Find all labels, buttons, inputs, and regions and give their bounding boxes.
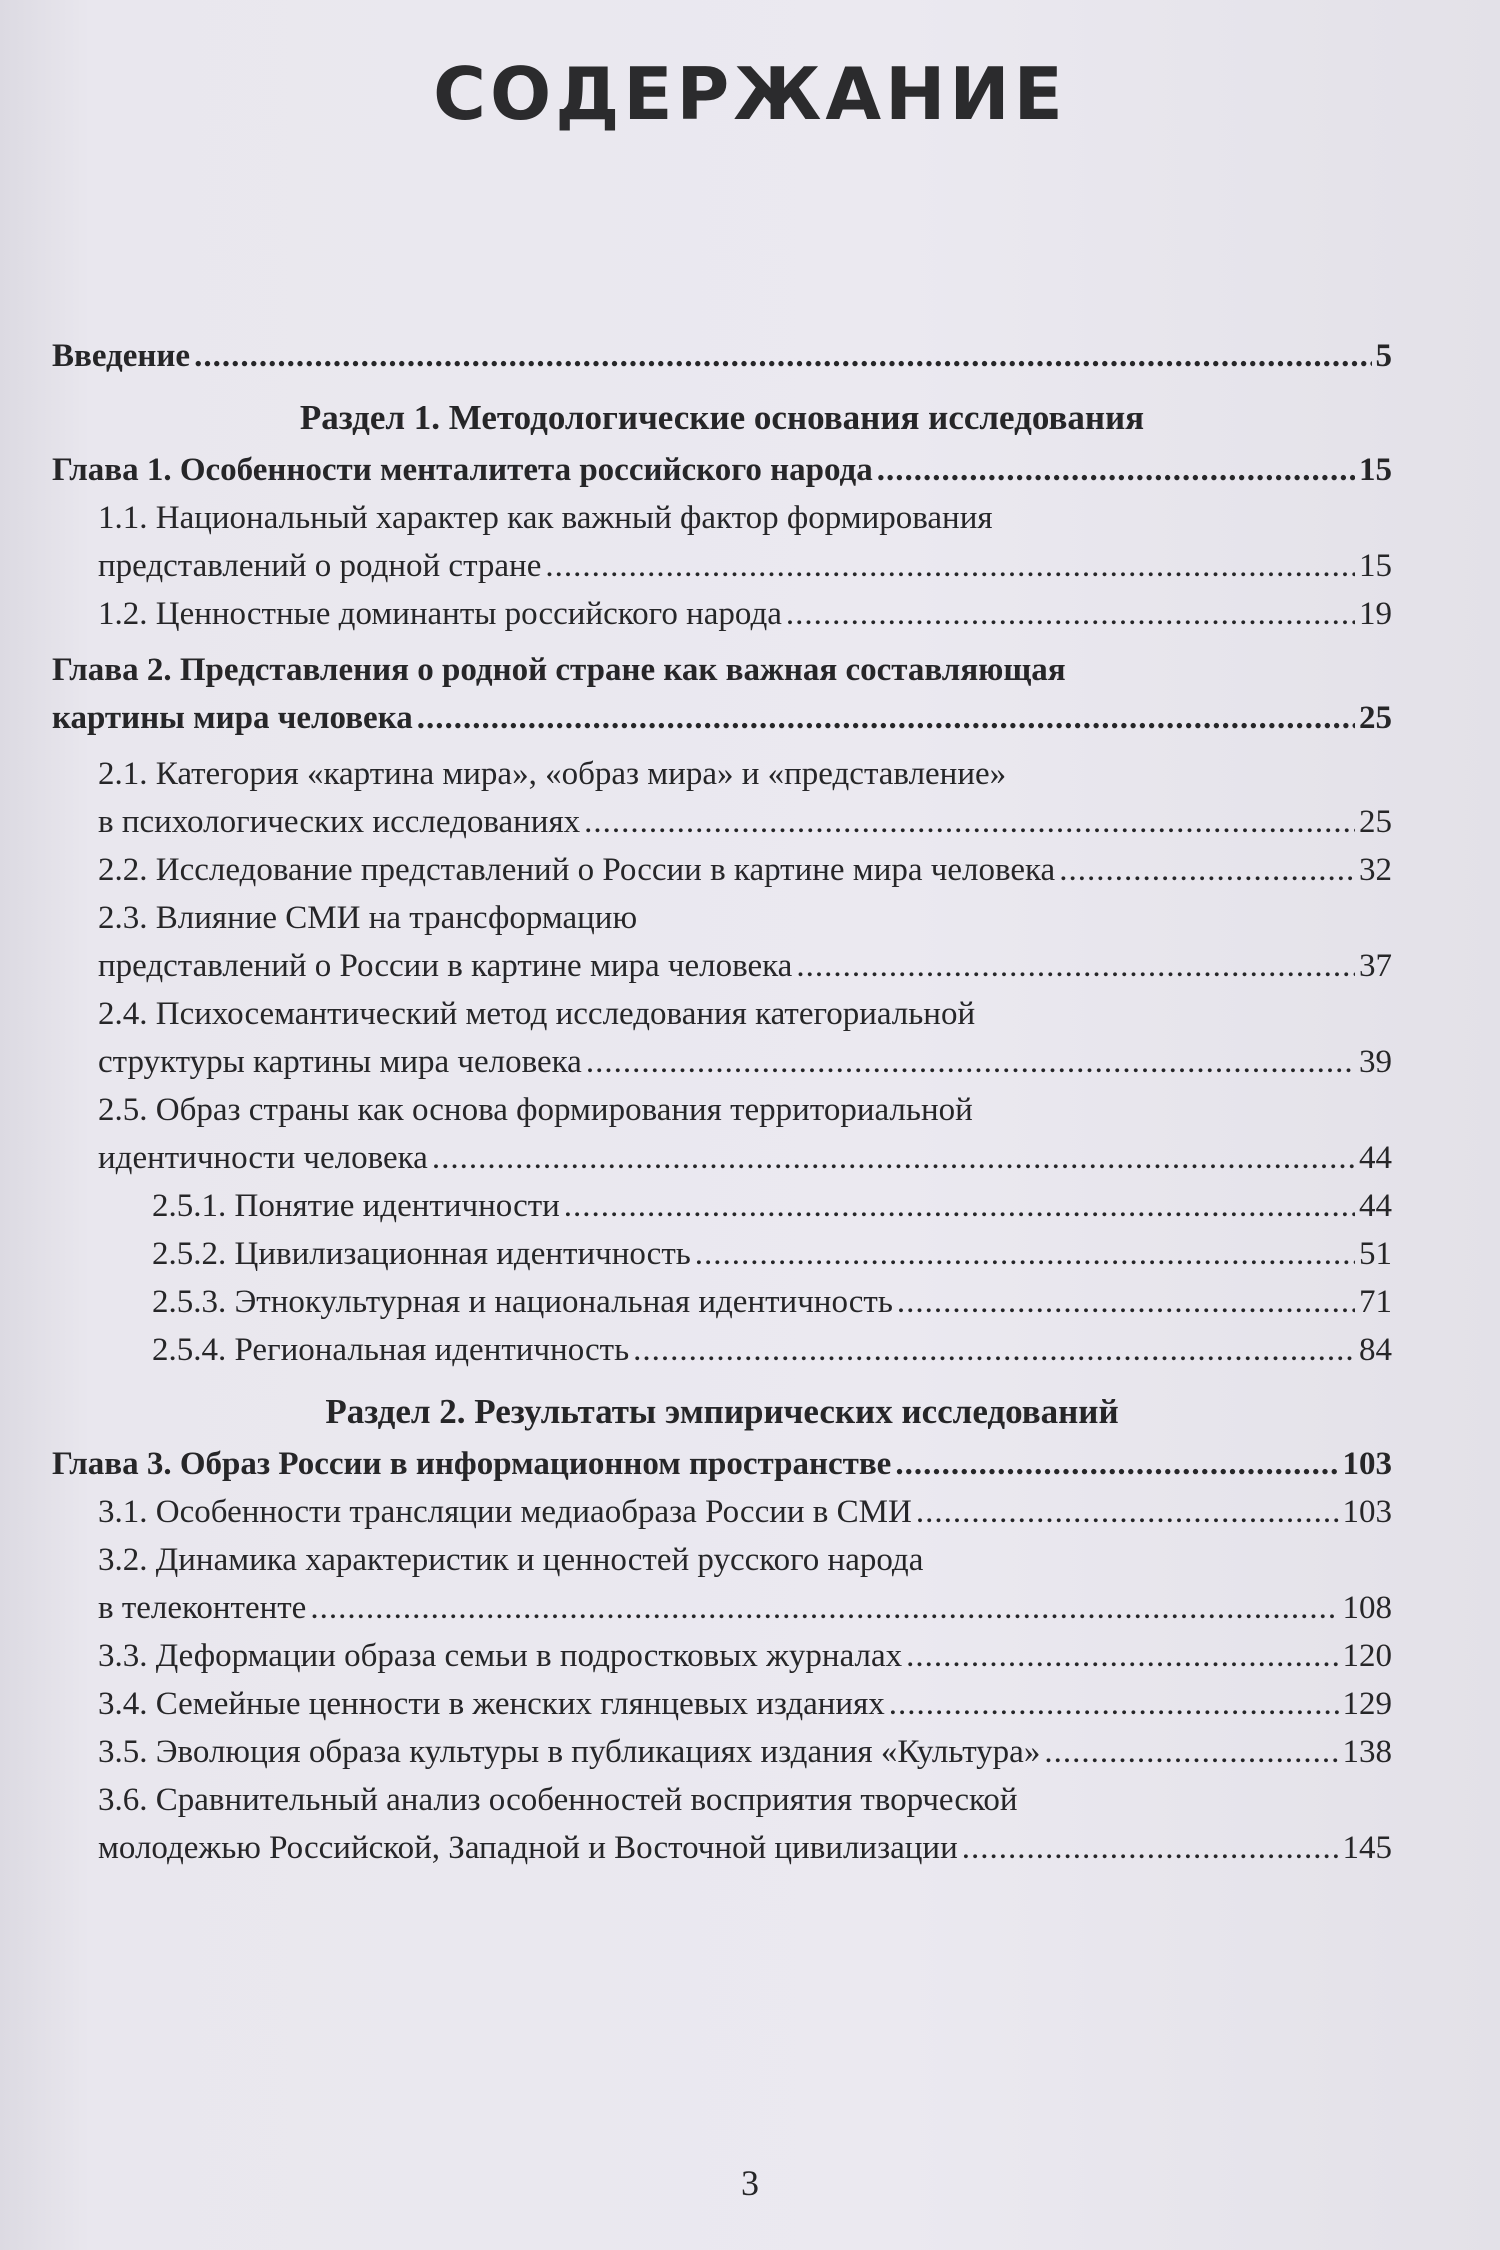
toc-page-number: 15: [1359, 548, 1392, 584]
toc-entry-title-cont: идентичности человека: [98, 1140, 428, 1176]
toc-entry-title-cont: молодежью Российской, Западной и Восточной цивилизации: [98, 1830, 958, 1866]
toc-page-number: 25: [1359, 700, 1392, 736]
toc-entry-title: 3.1. Особенности трансляции медиаобраза России в СМИ: [98, 1494, 912, 1530]
toc-entry-2-5-1[interactable]: [52, 1182, 1392, 1230]
dot-leader: [564, 1182, 1355, 1230]
toc-entry-1-1[interactable]: [52, 494, 1392, 590]
toc-entry-title: 3.6. Сравнительный анализ особенностей восприятия творческой: [98, 1782, 1018, 1818]
toc-entry-3-4[interactable]: [52, 1680, 1392, 1728]
toc-entry-title-cont: представлений о России в картине мира человека: [98, 948, 793, 984]
toc-entry-title: Глава 3. Образ России в информационном пространстве: [52, 1446, 892, 1482]
dot-leader: [895, 1440, 1338, 1488]
toc-entry-title: 3.2. Динамика характеристик и ценностей русского народа: [98, 1542, 924, 1578]
toc-entry-title: 3.3. Деформации образа семьи в подростковых журналах: [98, 1638, 903, 1674]
toc-entry-3-1[interactable]: [52, 1488, 1392, 1536]
toc-entry-title-cont: структуры картины мира человека: [98, 1044, 582, 1080]
toc-entry-title: 2.5. Образ страны как основа формирования территориальной: [98, 1092, 973, 1128]
toc-page-number: 19: [1359, 596, 1392, 632]
toc-entry-chapter-1[interactable]: [52, 446, 1392, 494]
toc-page-number: 32: [1359, 852, 1392, 888]
toc-entry-title: 2.1. Категория «картина мира», «образ мира» и «представление»: [98, 756, 1007, 792]
toc-page-number: 84: [1359, 1332, 1392, 1368]
dot-leader: [916, 1488, 1339, 1536]
toc-page-number: 37: [1359, 948, 1392, 984]
toc-entry-3-2[interactable]: [52, 1536, 1392, 1632]
toc-page-number: 5: [1375, 338, 1392, 374]
toc-entry-3-6[interactable]: [52, 1776, 1392, 1872]
toc-entry-title: 1.2. Ценностные доминанты российского народа: [98, 596, 782, 632]
toc-entry-title: 3.4. Семейные ценности в женских глянцевых изданиях: [98, 1686, 885, 1722]
dot-leader: [906, 1632, 1338, 1680]
toc-entry-title: Введение: [52, 338, 191, 374]
toc-entry-3-5[interactable]: [52, 1728, 1392, 1776]
dot-leader: [1059, 846, 1355, 894]
dot-leader: [695, 1230, 1355, 1278]
toc-entry-2-4[interactable]: [52, 990, 1392, 1086]
toc-entry-2-5[interactable]: [52, 1086, 1392, 1182]
section-heading-1: Раздел 1. Методологические основания исследования: [299, 398, 1145, 437]
toc-entry-title: 2.5.4. Региональная идентичность: [152, 1332, 630, 1368]
dot-leader: [962, 1824, 1339, 1872]
dot-leader: [1044, 1728, 1338, 1776]
toc-page-number: 108: [1342, 1590, 1392, 1626]
toc-entry-2-5-3[interactable]: [52, 1278, 1392, 1326]
table-of-contents: [52, 332, 1392, 1872]
dot-leader: [586, 1038, 1355, 1086]
toc-entry-title: 2.5.3. Этнокультурная и национальная идентичность: [152, 1284, 893, 1320]
dot-leader: [877, 446, 1355, 494]
toc-entry-title: 2.2. Исследование представлений о России в картине мира человека: [98, 852, 1056, 888]
dot-leader: [897, 1278, 1355, 1326]
toc-page-number: 103: [1342, 1446, 1392, 1482]
toc-entry-2-1[interactable]: [52, 750, 1392, 846]
toc-page-number: 39: [1359, 1044, 1392, 1080]
toc-entry-2-5-2[interactable]: [52, 1230, 1392, 1278]
dot-leader: [889, 1680, 1339, 1728]
dot-leader: [194, 332, 1371, 380]
toc-entry-title: 2.4. Психосемантический метод исследования категориальной: [98, 996, 976, 1032]
dot-leader: [417, 694, 1355, 742]
dot-leader: [633, 1326, 1355, 1374]
toc-page-number: 138: [1342, 1734, 1392, 1770]
toc-entry-title: 2.5.1. Понятие идентичности: [152, 1188, 560, 1224]
toc-entry-title: 2.3. Влияние СМИ на трансформацию: [98, 900, 638, 936]
toc-entry-title: 2.5.2. Цивилизационная идентичность: [152, 1236, 691, 1272]
toc-entry-title-cont: картины мира человека: [52, 700, 413, 736]
toc-page-number: 15: [1359, 452, 1392, 488]
dot-leader: [796, 942, 1355, 990]
dot-leader: [432, 1134, 1355, 1182]
toc-page-number: 71: [1359, 1284, 1392, 1320]
toc-page-number: 44: [1359, 1140, 1392, 1176]
toc-entry-3-3[interactable]: [52, 1632, 1392, 1680]
toc-page-number: 145: [1342, 1830, 1392, 1866]
toc-entry-1-2[interactable]: [52, 590, 1392, 638]
toc-entry-title-cont: в телеконтенте: [98, 1590, 307, 1626]
toc-entry-2-2[interactable]: [52, 846, 1392, 894]
toc-page-number: 129: [1342, 1686, 1392, 1722]
toc-page-number: 103: [1342, 1494, 1392, 1530]
section-heading-2: Раздел 2. Результаты эмпирических исследований: [325, 1392, 1119, 1431]
page-number: 3: [741, 2163, 759, 2203]
toc-entry-title: Глава 1. Особенности менталитета российского народа: [52, 452, 873, 488]
toc-entry-chapter-2[interactable]: [52, 646, 1392, 742]
toc-entry-chapter-3[interactable]: [52, 1440, 1392, 1488]
toc-entry-introduction[interactable]: [52, 332, 1392, 380]
dot-leader: [310, 1584, 1338, 1632]
dot-leader: [786, 590, 1355, 638]
toc-entry-title: 1.1. Национальный характер как важный фактор формирования: [98, 500, 993, 536]
dot-leader: [545, 542, 1355, 590]
toc-page-number: 25: [1359, 804, 1392, 840]
dot-leader: [584, 798, 1355, 846]
toc-page-number: 120: [1342, 1638, 1392, 1674]
toc-entry-title-cont: представлений о родной стране: [98, 548, 542, 584]
toc-entry-title: Глава 2. Представления о родной стране как важная составляющая: [52, 652, 1066, 688]
toc-page-number: 44: [1359, 1188, 1392, 1224]
toc-entry-title-cont: в психологических исследованиях: [98, 804, 581, 840]
toc-entry-title: 3.5. Эволюция образа культуры в публикациях издания «Культура»: [98, 1734, 1041, 1770]
toc-entry-2-3[interactable]: [52, 894, 1392, 990]
page-title: СОДЕРЖАНИЕ: [433, 52, 1067, 136]
toc-page-number: 51: [1359, 1236, 1392, 1272]
toc-entry-2-5-4[interactable]: [52, 1326, 1392, 1374]
